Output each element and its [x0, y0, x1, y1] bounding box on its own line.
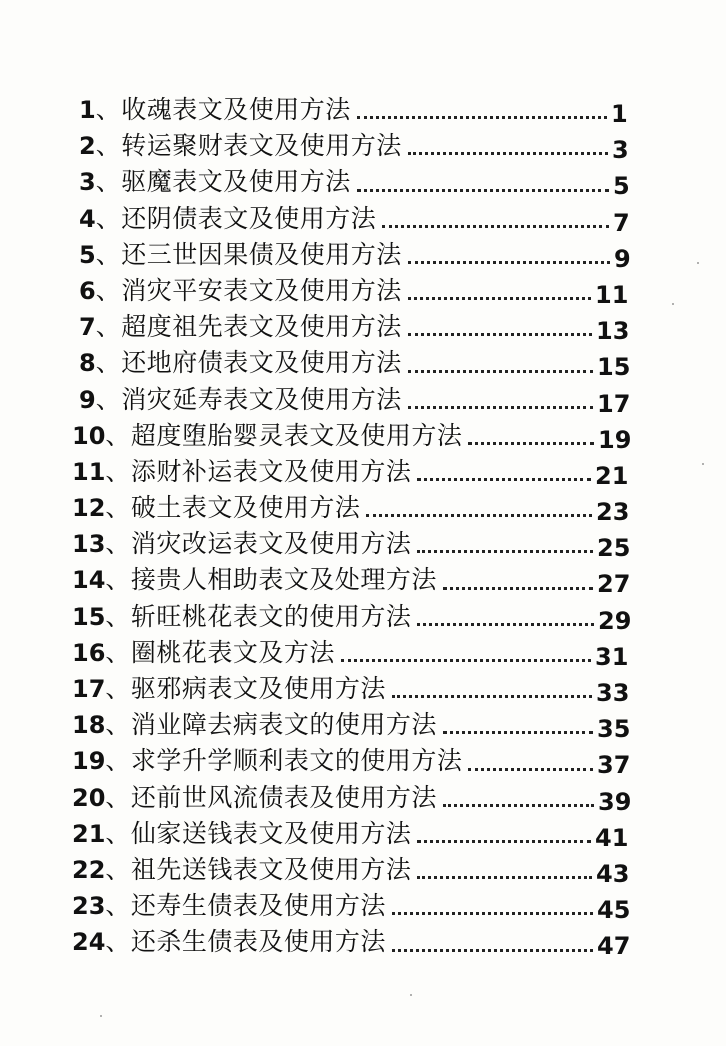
toc-entry-title: 添财补运表文及使用方法 [130, 456, 412, 486]
toc-entry-separator: 、 [105, 854, 131, 884]
toc-entry-text [72, 599, 411, 635]
toc-entry-title: 消业障去病表文的使用方法 [130, 710, 437, 740]
toc-entry-title: 破土表文及使用方法 [130, 493, 361, 523]
toc-entry-text [72, 888, 386, 924]
toc-entry-number: 22 [72, 855, 106, 884]
toc-entry-separator: 、 [105, 456, 131, 486]
toc-dot-leader [408, 152, 608, 155]
toc-entry-separator: 、 [105, 529, 131, 559]
toc-entry-separator: 、 [105, 637, 131, 667]
toc-entry-separator: 、 [105, 493, 131, 523]
toc-dot-leader [392, 949, 593, 952]
toc-entry-text [79, 128, 402, 164]
toc-entry[interactable] [0, 780, 726, 816]
toc-entry-page-number: 29 [598, 606, 632, 635]
toc-entry-title: 还地府债表文及使用方法 [121, 348, 402, 378]
toc-entry-separator: 、 [95, 348, 122, 378]
toc-entry-number: 21 [72, 819, 106, 848]
toc-entry-number: 4 [79, 204, 96, 233]
toc-entry-number: 1 [79, 96, 96, 124]
toc-dot-leader [443, 731, 593, 734]
toc-entry-page-number: 19 [598, 425, 632, 454]
toc-entry-title: 还前世风流债表及使用方法 [130, 782, 437, 812]
toc-entry-title: 转运聚财表文及使用方法 [121, 131, 402, 161]
toc-dot-leader [366, 514, 592, 517]
toc-dot-leader [382, 225, 609, 228]
toc-entry-title: 还寿生债表及使用方法 [130, 891, 386, 921]
toc-entry[interactable] [0, 164, 726, 200]
toc-entry-page-number: 47 [597, 932, 631, 961]
toc-dot-leader [392, 912, 593, 915]
toc-entry-title: 超度堕胎婴灵表文及使用方法 [130, 420, 463, 450]
toc-entry-number: 6 [79, 276, 96, 305]
toc-entry[interactable] [0, 345, 726, 381]
toc-entry-page-number: 17 [597, 389, 631, 418]
toc-entry[interactable] [0, 671, 726, 707]
toc-entry-text [72, 743, 462, 779]
toc-entry[interactable] [0, 526, 726, 562]
toc-entry-number: 20 [72, 783, 106, 812]
toc-entry-text [79, 164, 351, 200]
toc-entry[interactable] [0, 888, 726, 924]
toc-entry-separator: 、 [105, 674, 131, 703]
toc-dot-leader [417, 623, 594, 626]
toc-entry[interactable] [0, 562, 726, 598]
toc-dot-leader [392, 695, 592, 698]
toc-entry[interactable] [0, 237, 726, 273]
toc-entry-number: 5 [79, 240, 96, 269]
toc-entry-title: 求学升学顺利表文的使用方法 [130, 746, 463, 776]
toc-entry-number: 16 [72, 638, 106, 667]
toc-entry-separator: 、 [95, 203, 122, 233]
toc-entry-page-number: 21 [595, 461, 629, 490]
toc-entry-page-number: 11 [595, 280, 629, 309]
toc-entry-text [72, 490, 360, 526]
toc-entry-separator: 、 [105, 746, 131, 776]
toc-entry-number: 2 [79, 132, 96, 161]
toc-entry[interactable] [0, 707, 726, 743]
toc-entry-number: 18 [72, 711, 106, 740]
toc-entry-text [79, 201, 376, 237]
toc-entry-page-number: 37 [597, 751, 631, 780]
toc-entry-title: 还三世因果债及使用方法 [121, 239, 402, 269]
toc-entry-separator: 、 [95, 95, 122, 124]
toc-dot-leader [417, 840, 591, 843]
toc-entry[interactable] [0, 128, 726, 164]
toc-entry-title: 驱魔表文及使用方法 [121, 167, 351, 197]
toc-entry-page-number: 9 [614, 244, 631, 273]
toc-entry[interactable] [0, 273, 726, 309]
toc-entry-number: 24 [72, 928, 106, 957]
toc-entry-separator: 、 [95, 275, 122, 305]
toc-entry-separator: 、 [95, 167, 122, 197]
toc-entry-page-number: 25 [597, 534, 631, 563]
toc-entry-separator: 、 [105, 782, 131, 812]
toc-entry-number: 9 [79, 385, 96, 414]
toc-entry-separator: 、 [95, 384, 122, 414]
toc-dot-leader [417, 550, 593, 553]
toc-entry-text [79, 237, 402, 273]
toc-entry-text [72, 671, 386, 707]
toc-entry-number: 11 [72, 457, 106, 486]
toc-entry-title: 消灾延寿表文及使用方法 [121, 384, 402, 414]
toc-entry-title: 斩旺桃花表文的使用方法 [130, 601, 412, 631]
toc-entry-text [72, 562, 437, 598]
toc-entry-number: 12 [72, 494, 106, 523]
table-of-contents [0, 92, 726, 961]
scan-speck [410, 994, 412, 996]
toc-entry-number: 19 [72, 747, 106, 776]
toc-entry-page-number: 39 [598, 787, 632, 816]
toc-entry-title: 还杀生债表及使用方法 [130, 927, 386, 957]
toc-entry-number: 14 [72, 566, 106, 595]
toc-entry-separator: 、 [95, 131, 122, 161]
toc-dot-leader [408, 261, 610, 264]
toc-entry-number: 23 [72, 892, 106, 921]
toc-entry-separator: 、 [105, 818, 131, 848]
toc-entry-separator: 、 [95, 312, 122, 342]
toc-entry-text [79, 309, 402, 345]
toc-entry-text [79, 273, 402, 309]
toc-entry-number: 15 [72, 602, 106, 631]
toc-entry-text [72, 816, 411, 852]
toc-entry-title: 接贵人相助表文及处理方法 [130, 565, 437, 595]
toc-entry-title: 消灾改运表文及使用方法 [130, 529, 412, 559]
toc-dot-leader [408, 297, 591, 300]
toc-entry-title: 消灾平安表文及使用方法 [121, 275, 402, 305]
toc-entry[interactable] [0, 309, 726, 345]
toc-entry-text [79, 345, 402, 381]
toc-entry-title: 圈桃花表文及方法 [130, 637, 335, 667]
toc-entry-title: 祖先送钱表文及使用方法 [130, 854, 412, 884]
toc-entry[interactable] [0, 454, 726, 490]
toc-entry[interactable] [0, 418, 726, 454]
toc-entry-title: 仙家送钱表文及使用方法 [130, 818, 412, 848]
toc-entry-text [72, 454, 411, 490]
toc-entry-page-number: 15 [597, 353, 631, 382]
toc-entry-text [79, 92, 351, 128]
toc-dot-leader [468, 442, 594, 445]
toc-entry-page-number: 35 [597, 715, 631, 744]
toc-entry-separator: 、 [105, 891, 131, 921]
toc-entry-number: 7 [79, 313, 96, 342]
toc-entry-text [72, 526, 411, 562]
toc-entry-separator: 、 [105, 601, 131, 631]
toc-entry-text [72, 418, 462, 454]
toc-entry-page-number: 27 [597, 570, 631, 599]
toc-entry-number: 10 [72, 421, 106, 450]
toc-entry-separator: 、 [105, 710, 131, 740]
toc-entry-page-number: 5 [613, 172, 630, 201]
toc-dot-leader [408, 333, 592, 336]
toc-dot-leader [468, 768, 593, 771]
toc-entry-title: 超度祖先表文及使用方法 [121, 312, 402, 342]
toc-dot-leader [408, 370, 593, 373]
toc-dot-leader [417, 876, 592, 879]
toc-entry-separator: 、 [105, 565, 131, 595]
toc-dot-leader [408, 406, 593, 409]
toc-entry-page-number: 3 [612, 136, 629, 165]
toc-entry-separator: 、 [95, 239, 122, 269]
toc-entry[interactable] [0, 490, 726, 526]
toc-entry-separator: 、 [105, 927, 131, 957]
toc-entry[interactable] [0, 92, 726, 128]
toc-entry-number: 13 [72, 530, 106, 559]
toc-dot-leader [357, 189, 609, 192]
toc-entry-text [72, 780, 437, 816]
toc-entry-page-number: 45 [597, 896, 631, 925]
toc-entry-title: 收魂表文及使用方法 [121, 95, 351, 124]
toc-entry-text [72, 924, 386, 960]
toc-entry-text [79, 382, 402, 418]
toc-entry-separator: 、 [105, 420, 131, 450]
toc-entry-number: 17 [72, 675, 106, 703]
scan-speck [100, 1015, 102, 1017]
toc-dot-leader [443, 587, 593, 590]
toc-dot-leader [357, 116, 607, 119]
toc-entry-page-number: 23 [596, 498, 630, 527]
toc-entry[interactable] [0, 635, 726, 671]
toc-entry-title: 还阴债表文及使用方法 [121, 203, 377, 233]
toc-entry-page-number: 41 [595, 823, 629, 852]
toc-entry-page-number: 33 [596, 679, 630, 707]
toc-entry-page-number: 43 [596, 859, 630, 888]
toc-dot-leader [341, 659, 591, 662]
toc-entry-text [72, 852, 411, 888]
toc-dot-leader [417, 478, 591, 481]
toc-entry-text [72, 635, 335, 671]
toc-entry[interactable] [0, 743, 726, 779]
toc-dot-leader [443, 804, 594, 807]
toc-entry[interactable] [0, 816, 726, 852]
toc-entry-page-number: 1 [611, 100, 628, 128]
toc-entry-page-number: 13 [596, 317, 630, 346]
toc-entry[interactable] [0, 599, 726, 635]
toc-entry[interactable] [0, 924, 726, 960]
toc-entry[interactable] [0, 201, 726, 237]
toc-entry-number: 3 [79, 168, 96, 197]
toc-entry[interactable] [0, 382, 726, 418]
toc-entry[interactable] [0, 852, 726, 888]
toc-entry-text [72, 707, 437, 743]
toc-entry-page-number: 7 [613, 208, 630, 237]
toc-entry-title: 驱邪病表文及使用方法 [130, 674, 386, 703]
toc-entry-number: 8 [79, 349, 96, 378]
toc-entry-page-number: 31 [595, 642, 629, 671]
